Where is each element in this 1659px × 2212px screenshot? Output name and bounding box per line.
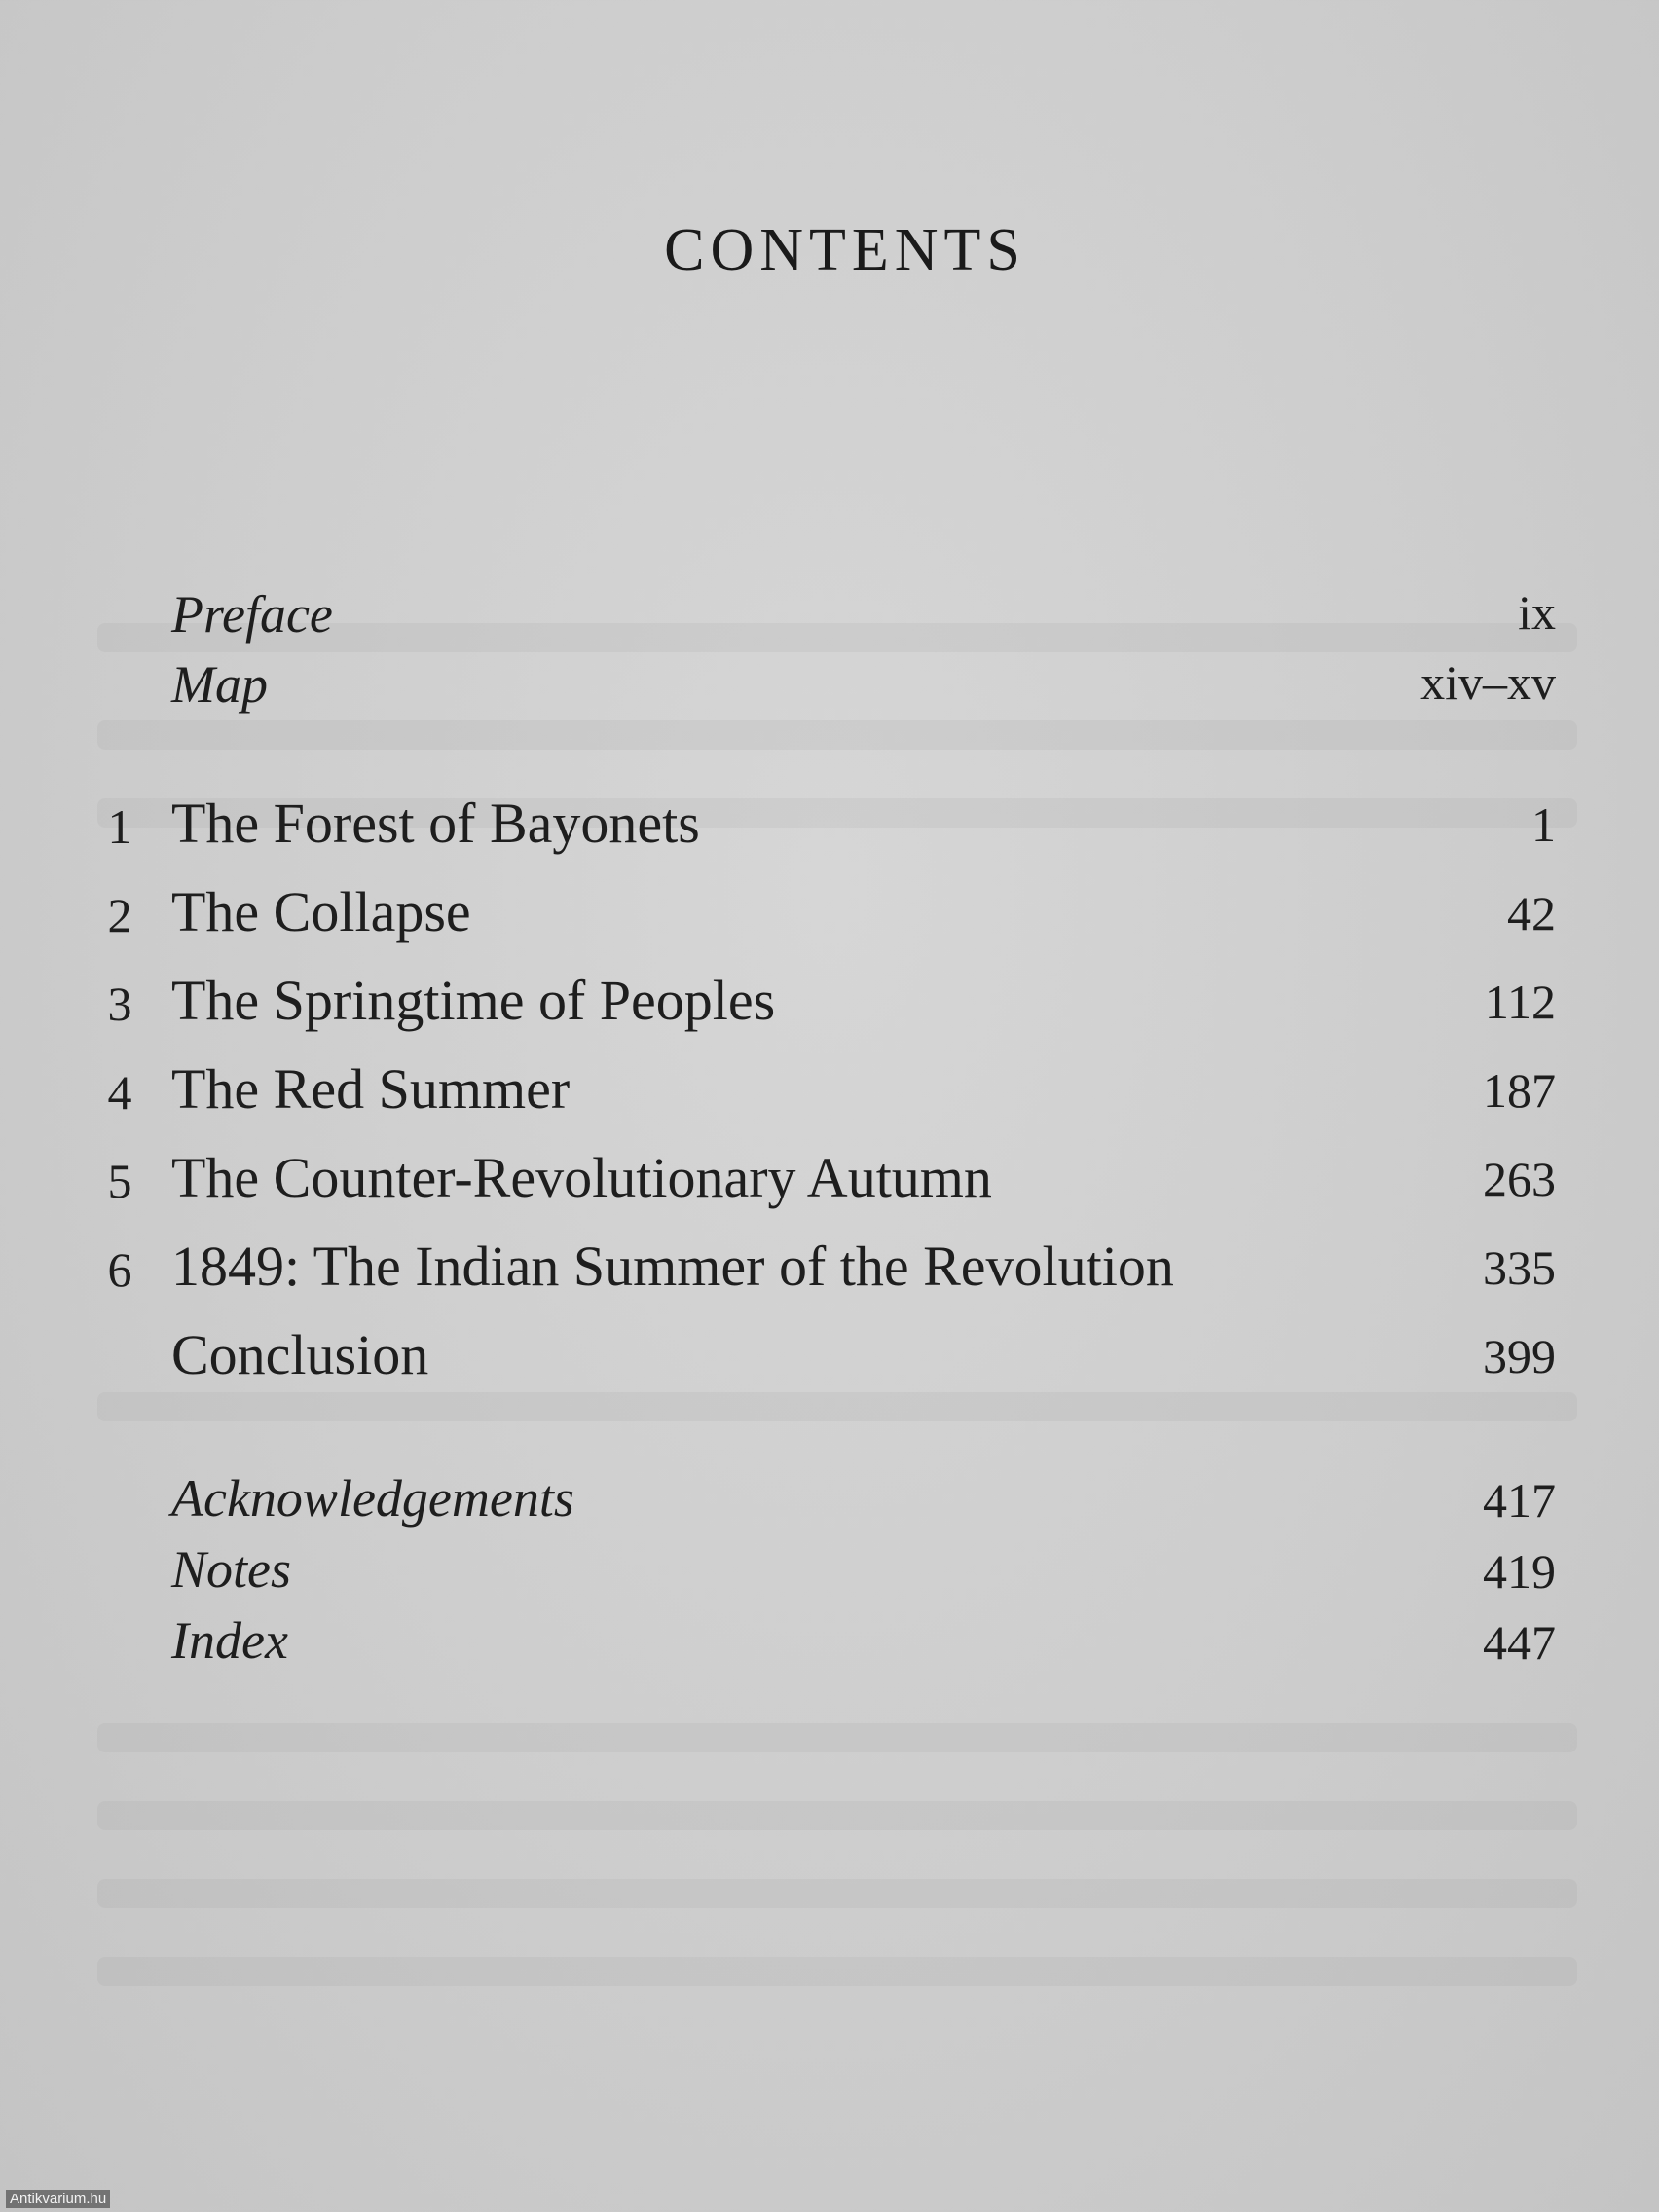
toc-entry-notes	[0, 1539, 1659, 1617]
toc-chapter-4	[0, 1056, 1659, 1134]
chapter-title: The Counter-Revolutionary Autumn	[171, 1146, 992, 1209]
chapter-number: 3	[107, 977, 132, 1031]
toc-entry-label: Notes	[171, 1540, 292, 1599]
chapter-page: 112	[1484, 975, 1556, 1029]
chapter-title: The Collapse	[171, 880, 471, 943]
toc-entry-map	[0, 654, 1659, 732]
toc-chapter-6	[0, 1234, 1659, 1311]
chapter-page: 399	[1483, 1329, 1556, 1383]
chapter-title: The Springtime of Peoples	[171, 969, 776, 1032]
toc-chapter-3	[0, 968, 1659, 1046]
chapter-number: 1	[107, 799, 132, 854]
toc-entry-page: 417	[1483, 1473, 1556, 1528]
chapter-title: The Forest of Bayonets	[171, 792, 700, 855]
chapter-number: 2	[107, 888, 132, 942]
bleed-through-line	[97, 1879, 1577, 1908]
toc-entry-label: Acknowledgements	[171, 1469, 574, 1528]
toc-entry-page: ix	[1518, 585, 1556, 640]
watermark: Antikvarium.hu	[6, 2190, 110, 2208]
toc-chapter-1	[0, 791, 1659, 868]
chapter-page: 263	[1483, 1152, 1556, 1206]
chapter-number: 5	[107, 1154, 132, 1208]
chapter-title: 1849: The Indian Summer of the Revolution	[171, 1235, 1174, 1298]
chapter-number: 6	[107, 1242, 132, 1297]
toc-conclusion	[0, 1322, 1659, 1400]
toc-entry-acknowledgements	[0, 1468, 1659, 1546]
toc-entry-page: 447	[1483, 1615, 1556, 1670]
toc-entry-page: xiv–xv	[1420, 655, 1556, 710]
toc-entry-preface	[0, 584, 1659, 662]
toc-chapter-2	[0, 879, 1659, 957]
bleed-through-line	[97, 1723, 1577, 1752]
chapter-page: 187	[1483, 1063, 1556, 1118]
toc-entry-index	[0, 1610, 1659, 1688]
chapter-page: 335	[1483, 1240, 1556, 1295]
toc-chapter-5	[0, 1145, 1659, 1223]
toc-entry-page: 419	[1483, 1544, 1556, 1599]
bleed-through-line	[97, 1957, 1577, 1986]
page-title: CONTENTS	[664, 217, 1026, 283]
chapter-page: 42	[1507, 886, 1556, 940]
bleed-through-line	[97, 1801, 1577, 1830]
chapter-title: The Red Summer	[171, 1057, 571, 1121]
chapter-number: 4	[107, 1065, 132, 1120]
chapter-title: Conclusion	[171, 1323, 429, 1386]
toc-entry-label: Preface	[171, 585, 333, 644]
chapter-page: 1	[1531, 797, 1556, 852]
toc-entry-label: Index	[171, 1611, 288, 1670]
toc-entry-label: Map	[171, 655, 268, 714]
